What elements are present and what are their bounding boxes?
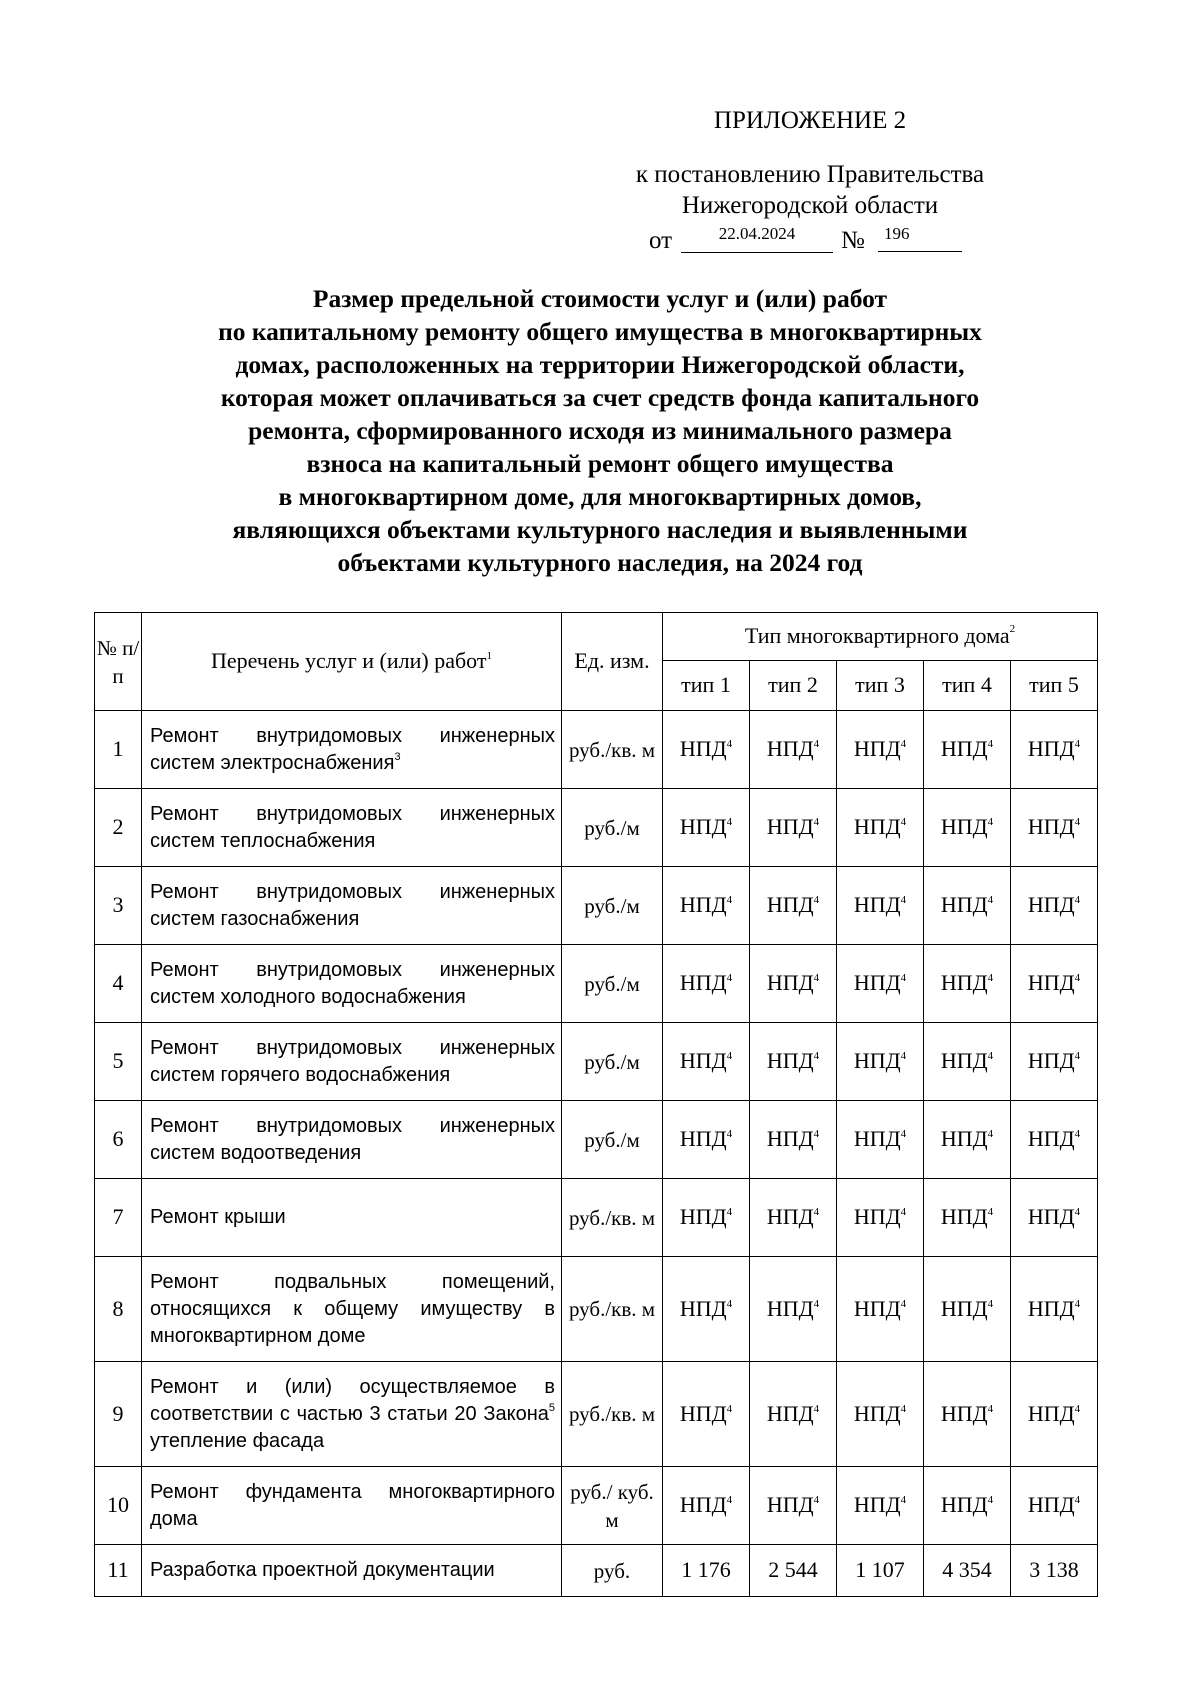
title-line: объектами культурного наследия, на 2024 год — [337, 548, 863, 577]
footnote-mark: 4 — [813, 1206, 820, 1219]
value-text: НПД — [1027, 1126, 1075, 1152]
value-cell-type-4 — [924, 945, 1011, 1023]
value-cell-type-2 — [750, 1257, 837, 1362]
work-name: Ремонт подвальных помещений, относящихся к общему имуществу в многоквартирном доме — [150, 1270, 555, 1347]
header-type-5: тип 5 — [1011, 661, 1098, 711]
work-cell — [142, 1023, 562, 1101]
footnote-mark: 4 — [1074, 972, 1081, 985]
value-text: НПД — [853, 1204, 901, 1230]
title-line: которая может оплачиваться за счет средств фонда капитального — [220, 383, 980, 412]
work-cell — [142, 789, 562, 867]
footnote-mark: 4 — [1074, 738, 1081, 751]
value-cell-type-2 — [750, 711, 837, 789]
footnote-mark: 4 — [1074, 816, 1081, 829]
value-cell-type-3 — [837, 789, 924, 867]
value-cell-type-4 — [924, 711, 1011, 789]
work-cell — [142, 867, 562, 945]
footnote-mark: 4 — [1074, 1206, 1081, 1219]
row-number: 5 — [95, 1023, 142, 1101]
unit-cell: руб./м — [562, 1101, 663, 1179]
annex-date-line — [0, 222, 1200, 258]
value-cell-type-3 — [837, 1023, 924, 1101]
unit-cell: руб./кв. м — [562, 1257, 663, 1362]
value-cell-type-4 — [924, 1023, 1011, 1101]
value-cell-type-3 — [837, 1179, 924, 1257]
footnote-mark: 5 — [548, 1401, 555, 1414]
footnote-mark: 4 — [987, 1050, 994, 1063]
unit-cell: руб./ куб. м — [562, 1467, 663, 1545]
value-cell-type-2 — [750, 867, 837, 945]
row-number: 3 — [95, 867, 142, 945]
footnote-mark: 4 — [813, 1297, 820, 1310]
annex-resolution-line: к постановлению Правительства — [635, 161, 985, 188]
value-text: 4 354 — [942, 1557, 992, 1583]
value-cell-type-3 — [837, 1101, 924, 1179]
row-number: 8 — [95, 1257, 142, 1362]
table-row — [95, 945, 1098, 1023]
work-name: Ремонт внутридомовых инженерных систем теплоснабжения — [150, 802, 555, 852]
work-name: Ремонт и (или) осуществляемое в соответствии с частью 3 статьи 20 Закона — [150, 1375, 555, 1425]
table-row — [95, 1257, 1098, 1362]
footnote-mark: 4 — [726, 972, 733, 985]
table-row — [95, 789, 1098, 867]
value-cell-type-1 — [663, 945, 750, 1023]
footnote-mark: 4 — [900, 1402, 907, 1415]
value-text: НПД — [679, 1204, 727, 1230]
work-cell — [142, 711, 562, 789]
footnote-mark: 4 — [813, 972, 820, 985]
work-name: Ремонт внутридомовых инженерных систем газоснабжения — [150, 880, 555, 930]
header-works — [142, 613, 562, 711]
value-cell-type-4 — [924, 1545, 1011, 1597]
value-text: НПД — [940, 1492, 988, 1518]
unit-cell: руб./кв. м — [562, 1179, 663, 1257]
value-cell-type-4 — [924, 1467, 1011, 1545]
value-cell-type-4 — [924, 867, 1011, 945]
table-row — [95, 1467, 1098, 1545]
unit-cell: руб./кв. м — [562, 711, 663, 789]
resolution-date: 22.04.2024 — [681, 222, 833, 253]
value-cell-type-3 — [837, 711, 924, 789]
value-text: НПД — [679, 1048, 727, 1074]
footnote-mark: 4 — [1074, 1402, 1081, 1415]
table-row — [95, 867, 1098, 945]
work-name-tail: утепление фасада — [150, 1429, 325, 1452]
value-text: НПД — [766, 1048, 814, 1074]
footnote-mark: 4 — [900, 1297, 907, 1310]
title-line: Размер предельной стоимости услуг и (или) работ — [312, 284, 888, 313]
row-number: 7 — [95, 1179, 142, 1257]
value-text: НПД — [1027, 1492, 1075, 1518]
work-cell — [142, 1467, 562, 1545]
value-cell-type-2 — [750, 1101, 837, 1179]
footnote-mark: 4 — [987, 1128, 994, 1141]
value-cell-type-3 — [837, 1467, 924, 1545]
table-row — [95, 1023, 1098, 1101]
value-text: НПД — [940, 1048, 988, 1074]
unit-cell: руб./м — [562, 945, 663, 1023]
footnote-mark: 4 — [726, 1128, 733, 1141]
footnote-mark: 4 — [987, 894, 994, 907]
title-line: взноса на капитальный ремонт общего имущества — [306, 449, 894, 478]
title-line: ремонта, сформированного исходя из минимального размера — [248, 416, 952, 445]
footnote-mark: 4 — [813, 894, 820, 907]
footnote-mark: 4 — [900, 816, 907, 829]
value-cell-type-4 — [924, 1179, 1011, 1257]
value-text: НПД — [679, 1492, 727, 1518]
header-type-4: тип 4 — [924, 661, 1011, 711]
work-name: Ремонт внутридомовых инженерных систем горячего водоснабжения — [150, 1036, 555, 1086]
row-number: 11 — [95, 1545, 142, 1597]
value-cell-type-1 — [663, 1179, 750, 1257]
footnote-mark: 4 — [726, 816, 733, 829]
header-type-3: тип 3 — [837, 661, 924, 711]
value-cell-type-1 — [663, 1467, 750, 1545]
row-number: 10 — [95, 1467, 142, 1545]
value-text: НПД — [853, 1048, 901, 1074]
table-row — [95, 1101, 1098, 1179]
unit-cell: руб./кв. м — [562, 1362, 663, 1467]
footnote-mark: 4 — [813, 1128, 820, 1141]
value-text: НПД — [679, 970, 727, 996]
header-unit: Ед. изм. — [562, 613, 663, 711]
footnote-mark: 4 — [813, 1402, 820, 1415]
value-cell-type-5 — [1011, 1179, 1098, 1257]
row-number: 6 — [95, 1101, 142, 1179]
value-cell-type-2 — [750, 1179, 837, 1257]
unit-cell: руб./м — [562, 1023, 663, 1101]
work-cell — [142, 1257, 562, 1362]
value-text: 2 544 — [768, 1557, 818, 1583]
value-text: НПД — [766, 1295, 814, 1321]
footnote-mark: 4 — [726, 1050, 733, 1063]
cost-table — [94, 612, 1098, 1597]
value-cell-type-4 — [924, 789, 1011, 867]
value-cell-type-4 — [924, 1362, 1011, 1467]
value-text: НПД — [766, 1126, 814, 1152]
value-cell-type-1 — [663, 867, 750, 945]
footnote-mark: 4 — [987, 1206, 994, 1219]
work-name: Разработка проектной документации — [150, 1559, 495, 1581]
title-line: домах, расположенных на территории Нижегородской области, — [235, 350, 965, 379]
footnote-mark: 4 — [813, 1494, 820, 1507]
footnote-mark: 4 — [1074, 1494, 1081, 1507]
value-cell-type-5 — [1011, 1362, 1098, 1467]
footnote-mark: 1 — [486, 650, 492, 663]
value-cell-type-1 — [663, 1101, 750, 1179]
value-cell-type-5 — [1011, 945, 1098, 1023]
value-cell-type-1 — [663, 1257, 750, 1362]
value-cell-type-2 — [750, 945, 837, 1023]
footnote-mark: 4 — [813, 1050, 820, 1063]
value-cell-type-5 — [1011, 1101, 1098, 1179]
value-text: НПД — [766, 736, 814, 762]
value-cell-type-3 — [837, 1257, 924, 1362]
footnote-mark: 4 — [900, 1494, 907, 1507]
value-text: НПД — [766, 814, 814, 840]
table-row — [95, 1179, 1098, 1257]
value-cell-type-3 — [837, 867, 924, 945]
value-cell-type-3 — [837, 1362, 924, 1467]
value-text: НПД — [1027, 1048, 1075, 1074]
value-text: НПД — [853, 1126, 901, 1152]
value-text: НПД — [679, 1126, 727, 1152]
row-number: 2 — [95, 789, 142, 867]
value-text: НПД — [940, 970, 988, 996]
footnote-mark: 4 — [726, 738, 733, 751]
value-cell-type-4 — [924, 1257, 1011, 1362]
value-text: НПД — [679, 892, 727, 918]
value-text: НПД — [766, 1400, 814, 1426]
row-number: 4 — [95, 945, 142, 1023]
value-cell-type-5 — [1011, 1467, 1098, 1545]
value-text: НПД — [766, 970, 814, 996]
value-text: НПД — [679, 1400, 727, 1426]
header-num: № п/п — [95, 613, 142, 711]
work-cell — [142, 945, 562, 1023]
date-prefix: от — [649, 227, 673, 254]
value-cell-type-2 — [750, 789, 837, 867]
value-cell-type-2 — [750, 1545, 837, 1597]
value-text: 1 107 — [855, 1557, 905, 1583]
value-cell-type-4 — [924, 1101, 1011, 1179]
table-row — [95, 1545, 1098, 1597]
number-sign: № — [841, 227, 865, 254]
row-number: 9 — [95, 1362, 142, 1467]
title-line: являющихся объектами культурного наследия и выявленными — [232, 515, 968, 544]
value-text: НПД — [1027, 814, 1075, 840]
footnote-mark: 4 — [987, 1402, 994, 1415]
value-text: 1 176 — [681, 1557, 731, 1583]
value-text: НПД — [940, 1295, 988, 1321]
header-works-label: Перечень услуг и (или) работ — [210, 648, 487, 674]
unit-cell: руб./м — [562, 789, 663, 867]
value-cell-type-2 — [750, 1467, 837, 1545]
value-text: НПД — [766, 1492, 814, 1518]
header-type-2: тип 2 — [750, 661, 837, 711]
resolution-number: 196 — [878, 222, 962, 252]
value-text: НПД — [853, 1492, 901, 1518]
value-text: НПД — [1027, 1400, 1075, 1426]
value-text: НПД — [940, 736, 988, 762]
work-cell — [142, 1362, 562, 1467]
value-text: НПД — [679, 1295, 727, 1321]
footnote-mark: 4 — [900, 738, 907, 751]
annex-title: ПРИЛОЖЕНИЕ 2 — [713, 107, 907, 134]
footnote-mark: 4 — [813, 738, 820, 751]
footnote-mark: 4 — [726, 1206, 733, 1219]
unit-cell: руб. — [562, 1545, 663, 1597]
value-text: НПД — [853, 1295, 901, 1321]
footnote-mark: 4 — [726, 894, 733, 907]
value-text: НПД — [1027, 736, 1075, 762]
header-type-1: тип 1 — [663, 661, 750, 711]
work-name: Ремонт внутридомовых инженерных систем электроснабжения — [150, 724, 555, 774]
value-cell-type-3 — [837, 945, 924, 1023]
value-text: НПД — [940, 892, 988, 918]
header-type-group — [663, 613, 1098, 661]
footnote-mark: 4 — [1074, 1297, 1081, 1310]
value-text: НПД — [940, 1400, 988, 1426]
annex-region-line: Нижегородской области — [681, 192, 939, 219]
footnote-mark: 4 — [1074, 1128, 1081, 1141]
work-cell — [142, 1545, 562, 1597]
value-text: НПД — [1027, 1204, 1075, 1230]
value-cell-type-5 — [1011, 1257, 1098, 1362]
footnote-mark: 4 — [726, 1297, 733, 1310]
work-name: Ремонт крыши — [150, 1206, 286, 1228]
footnote-mark: 4 — [900, 1206, 907, 1219]
footnote-mark: 4 — [987, 1494, 994, 1507]
footnote-mark: 4 — [987, 1297, 994, 1310]
work-cell — [142, 1101, 562, 1179]
header-type-group-label: Тип многоквартирного дома — [744, 623, 1010, 649]
footnote-mark: 4 — [987, 816, 994, 829]
value-cell-type-3 — [837, 1545, 924, 1597]
value-cell-type-5 — [1011, 711, 1098, 789]
footnote-mark: 4 — [1074, 1050, 1081, 1063]
row-number: 1 — [95, 711, 142, 789]
value-text: НПД — [1027, 970, 1075, 996]
work-name: Ремонт внутридомовых инженерных систем холодного водоснабжения — [150, 958, 555, 1008]
work-name: Ремонт фундамента многоквартирного дома — [150, 1480, 555, 1530]
footnote-mark: 2 — [1009, 623, 1016, 636]
value-cell-type-5 — [1011, 1023, 1098, 1101]
value-cell-type-2 — [750, 1362, 837, 1467]
footnote-mark: 4 — [726, 1402, 733, 1415]
footnote-mark: 3 — [394, 750, 401, 763]
footnote-mark: 4 — [987, 738, 994, 751]
value-cell-type-1 — [663, 1362, 750, 1467]
footnote-mark: 4 — [900, 1128, 907, 1141]
value-text: НПД — [853, 1400, 901, 1426]
footnote-mark: 4 — [900, 894, 907, 907]
value-text: НПД — [853, 736, 901, 762]
value-text: НПД — [853, 892, 901, 918]
value-cell-type-2 — [750, 1023, 837, 1101]
value-text: НПД — [940, 1204, 988, 1230]
footnote-mark: 4 — [900, 1050, 907, 1063]
value-text: НПД — [766, 892, 814, 918]
title-line: по капитальному ремонту общего имущества в многоквартирных — [218, 317, 982, 346]
value-cell-type-1 — [663, 789, 750, 867]
value-text: НПД — [1027, 892, 1075, 918]
footnote-mark: 4 — [987, 972, 994, 985]
value-text: НПД — [766, 1204, 814, 1230]
table-row — [95, 1362, 1098, 1467]
value-text: НПД — [679, 814, 727, 840]
value-text: НПД — [940, 1126, 988, 1152]
unit-cell: руб./м — [562, 867, 663, 945]
value-text: 3 138 — [1029, 1557, 1079, 1583]
value-cell-type-1 — [663, 711, 750, 789]
value-text: НПД — [679, 736, 727, 762]
value-text: НПД — [1027, 1295, 1075, 1321]
document-title — [140, 282, 1060, 579]
work-name: Ремонт внутридомовых инженерных систем водоотведения — [150, 1114, 555, 1164]
value-text: НПД — [853, 970, 901, 996]
footnote-mark: 4 — [1074, 894, 1081, 907]
value-cell-type-1 — [663, 1545, 750, 1597]
footnote-mark: 4 — [900, 972, 907, 985]
title-line: в многоквартирном доме, для многоквартирных домов, — [278, 482, 922, 511]
footnote-mark: 4 — [726, 1494, 733, 1507]
table-row — [95, 711, 1098, 789]
value-cell-type-5 — [1011, 1545, 1098, 1597]
value-text: НПД — [940, 814, 988, 840]
value-text: НПД — [853, 814, 901, 840]
value-cell-type-5 — [1011, 789, 1098, 867]
footnote-mark: 4 — [813, 816, 820, 829]
value-cell-type-5 — [1011, 867, 1098, 945]
work-cell — [142, 1179, 562, 1257]
value-cell-type-1 — [663, 1023, 750, 1101]
